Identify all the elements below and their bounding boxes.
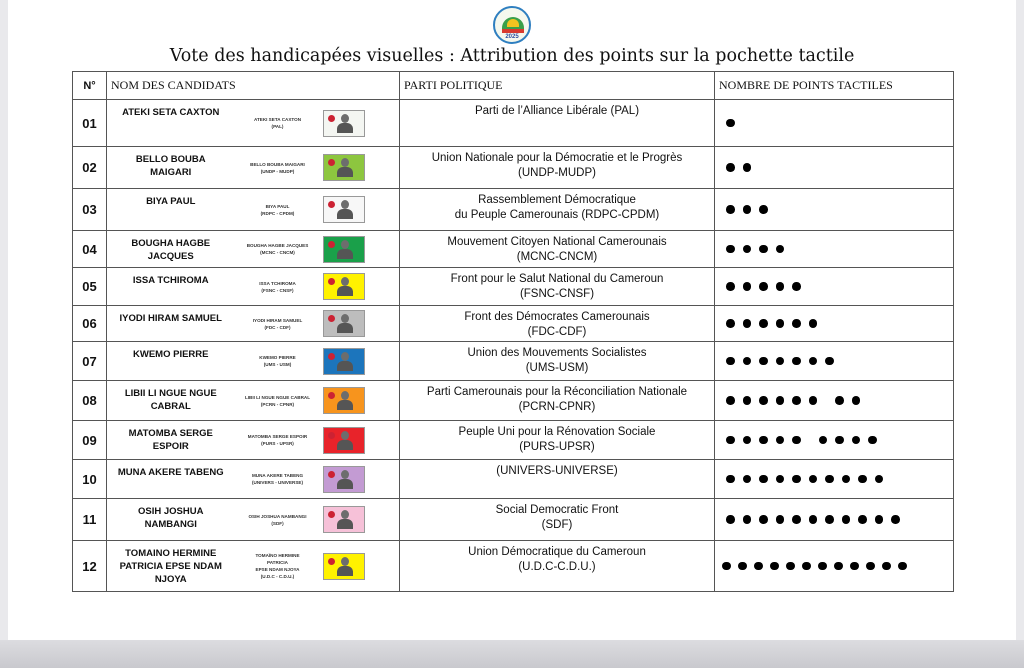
tactile-dot bbox=[792, 319, 801, 328]
tactile-dot bbox=[802, 562, 811, 571]
ballot-card-thumbnail bbox=[323, 236, 365, 263]
candidate-name: MUNA AKERE TABENG bbox=[107, 460, 235, 499]
ballot-card-cell bbox=[235, 268, 400, 306]
tactile-dot bbox=[726, 436, 735, 445]
tactile-dot bbox=[759, 245, 768, 254]
tactile-points-cell bbox=[715, 231, 954, 268]
tactile-dot bbox=[858, 475, 867, 484]
tactile-dot bbox=[743, 205, 752, 214]
candidate-name: BELLO BOUBA MAIGARI bbox=[107, 147, 235, 189]
ballot-card-label: BIYA PAUL (RDPC - CPDM) bbox=[260, 203, 295, 216]
tactile-dot bbox=[776, 319, 785, 328]
tactile-dot bbox=[743, 357, 752, 366]
tactile-points-cell bbox=[715, 421, 954, 460]
tactile-dot bbox=[776, 357, 785, 366]
table-row bbox=[73, 499, 954, 541]
tactile-dot bbox=[759, 205, 768, 214]
candidate-name: BIYA PAUL bbox=[107, 189, 235, 231]
ballot-card-label: IYODI HIRAM SAMUEL (FDC - CDF) bbox=[252, 317, 303, 330]
ballot-card-label: MUNA AKERE TABENG (UNIVERS - UNIVERSE) bbox=[251, 473, 304, 485]
tactile-dot bbox=[776, 515, 785, 524]
tactile-dot bbox=[792, 436, 801, 445]
ballot-card-cell bbox=[235, 499, 400, 541]
row-number: 12 bbox=[73, 541, 107, 592]
ballot-card-thumbnail bbox=[323, 506, 365, 533]
tactile-points-cell bbox=[715, 147, 954, 189]
tactile-dot bbox=[809, 396, 818, 405]
row-number: 01 bbox=[73, 100, 107, 147]
tactile-dot bbox=[842, 475, 851, 484]
table-row bbox=[73, 381, 954, 421]
ballot-card-cell bbox=[235, 460, 400, 499]
tactile-points-cell bbox=[715, 499, 954, 541]
party-name: Peuple Uni pour la Rénovation Sociale (PURS-UPSR) bbox=[400, 421, 715, 460]
candidate-name: LIBII LI NGUE NGUE CABRAL bbox=[107, 381, 235, 421]
ballot-card-label: OSIH JOSHUA NAMBANGI (SDF) bbox=[248, 513, 307, 526]
tactile-dot bbox=[726, 282, 735, 291]
tactile-dot bbox=[738, 562, 747, 571]
tactile-dot bbox=[743, 436, 752, 445]
ballot-card-cell bbox=[235, 147, 400, 189]
ballot-card-thumbnail bbox=[323, 310, 365, 337]
party-name: Front pour le Salut National du Cameroun (FSNC-CNSF) bbox=[400, 268, 715, 306]
candidate-name: IYODI HIRAM SAMUEL bbox=[107, 306, 235, 342]
tactile-dot bbox=[891, 515, 900, 524]
tactile-dot bbox=[792, 282, 801, 291]
header-num: N° bbox=[73, 72, 107, 100]
table-row bbox=[73, 189, 954, 231]
tactile-points-cell bbox=[715, 306, 954, 342]
tactile-dot bbox=[858, 515, 867, 524]
tactile-dot bbox=[835, 436, 844, 445]
tactile-dot bbox=[792, 475, 801, 484]
ballot-card-label: MATOMBA SERGE ESPOIR (PURS - UPSR) bbox=[247, 434, 308, 446]
tactile-dot bbox=[726, 163, 735, 172]
tactile-dot bbox=[743, 475, 752, 484]
table-row bbox=[73, 100, 954, 147]
tactile-dot bbox=[776, 475, 785, 484]
tactile-dot bbox=[835, 396, 844, 405]
candidate-name: ISSA TCHIROMA bbox=[107, 268, 235, 306]
tactile-dot bbox=[786, 562, 795, 571]
row-number: 02 bbox=[73, 147, 107, 189]
table-row bbox=[73, 231, 954, 268]
document-title: Vote des handicapées visuelles : Attribution des points sur la pochette tactile bbox=[169, 46, 855, 66]
table-row bbox=[73, 147, 954, 189]
tactile-dot bbox=[866, 562, 875, 571]
tactile-points-cell bbox=[715, 189, 954, 231]
row-number: 07 bbox=[73, 342, 107, 381]
party-name: Parti Camerounais pour la Réconciliation Nationale (PCRN-CPNR) bbox=[400, 381, 715, 421]
ballot-card-label: ATEKI SETA CAXTON (PAL) bbox=[253, 117, 302, 129]
tactile-dot bbox=[726, 119, 735, 128]
ballot-card-thumbnail bbox=[323, 110, 365, 137]
tactile-dot bbox=[882, 562, 891, 571]
candidate-name: KWEMO PIERRE bbox=[107, 342, 235, 381]
tactile-dot bbox=[722, 562, 731, 571]
ballot-card-cell bbox=[235, 421, 400, 460]
tactile-dot bbox=[809, 357, 818, 366]
ballot-card-label: LIBII LI NGUE NGUE CABRAL (PCRN - CPNR) bbox=[244, 394, 311, 407]
ballot-card-cell bbox=[235, 306, 400, 342]
tactile-dot bbox=[776, 436, 785, 445]
ballot-card-label: TOMAÏNO HERMINE PATRICIA EPSE NDAM NJOYA (U.D.C - C.D.U.) bbox=[255, 553, 300, 579]
header-points: NOMBRE DE POINTS TACTILES bbox=[715, 72, 954, 100]
tactile-points-cell bbox=[715, 342, 954, 381]
ballot-card-cell bbox=[235, 342, 400, 381]
tactile-dot bbox=[868, 436, 877, 445]
party-name: Front des Démocrates Camerounais (FDC-CDF) bbox=[400, 306, 715, 342]
party-name: Rassemblement Démocratique du Peuple Camerounais (RDPC-CPDM) bbox=[400, 189, 715, 231]
party-name: Union des Mouvements Socialistes (UMS-USM) bbox=[400, 342, 715, 381]
ballot-card-label: BELLO BOUBA MAIGARI (UNDP - MUDP) bbox=[250, 161, 305, 174]
party-name: Social Democratic Front (SDF) bbox=[400, 499, 715, 541]
tactile-points-cell bbox=[715, 100, 954, 147]
tactile-dot bbox=[792, 357, 801, 366]
tactile-dot bbox=[726, 205, 735, 214]
tactile-dot bbox=[743, 396, 752, 405]
table-row bbox=[73, 421, 954, 460]
ballot-card-cell bbox=[235, 189, 400, 231]
ballot-card-cell bbox=[235, 231, 400, 268]
header-party: PARTI POLITIQUE bbox=[400, 72, 715, 100]
logo-year: 2025 bbox=[505, 34, 519, 40]
tactile-dot bbox=[852, 396, 861, 405]
viewer-bottom-shade bbox=[0, 640, 1024, 668]
tactile-dot bbox=[825, 475, 834, 484]
row-number: 06 bbox=[73, 306, 107, 342]
tactile-dot bbox=[726, 515, 735, 524]
row-number: 11 bbox=[73, 499, 107, 541]
tactile-dot bbox=[834, 562, 843, 571]
tactile-dot bbox=[809, 319, 818, 328]
header-candidates: NOM DES CANDIDATS bbox=[107, 72, 400, 100]
ballot-card-cell bbox=[235, 541, 400, 592]
tactile-dot bbox=[792, 396, 801, 405]
tactile-dot bbox=[743, 163, 752, 172]
tactile-dot bbox=[776, 396, 785, 405]
tactile-dot bbox=[759, 357, 768, 366]
party-name: Union Nationale pour la Démocratie et le Progrès (UNDP-MUDP) bbox=[400, 147, 715, 189]
row-number: 10 bbox=[73, 460, 107, 499]
tactile-dot bbox=[850, 562, 859, 571]
table-body bbox=[73, 100, 954, 592]
tactile-points-cell bbox=[715, 541, 954, 592]
tactile-dot bbox=[852, 436, 861, 445]
tactile-dot bbox=[743, 515, 752, 524]
ballot-card-label: KWEMO PIERRE (UMS - USM) bbox=[259, 355, 296, 367]
ballot-card-thumbnail bbox=[323, 427, 365, 454]
tactile-dot bbox=[875, 475, 884, 484]
tactile-dot bbox=[726, 475, 735, 484]
tactile-dot bbox=[726, 245, 735, 254]
ballot-card-thumbnail bbox=[323, 553, 365, 580]
ballot-card-thumbnail bbox=[323, 348, 365, 375]
tactile-dot bbox=[759, 515, 768, 524]
ballot-card-thumbnail bbox=[323, 466, 365, 493]
table-row bbox=[73, 306, 954, 342]
tactile-dot bbox=[825, 515, 834, 524]
table-row bbox=[73, 541, 954, 592]
tactile-dot bbox=[759, 282, 768, 291]
row-number: 09 bbox=[73, 421, 107, 460]
tactile-dot bbox=[770, 562, 779, 571]
row-number: 08 bbox=[73, 381, 107, 421]
candidate-name: OSIH JOSHUA NAMBANGI bbox=[107, 499, 235, 541]
table-row bbox=[73, 460, 954, 499]
tactile-dot bbox=[759, 319, 768, 328]
candidate-name: BOUGHA HAGBE JACQUES bbox=[107, 231, 235, 268]
ballot-card-label: BOUGHA HAGBE JACQUES (MCNC - CNCM) bbox=[246, 243, 309, 255]
tactile-dot bbox=[818, 562, 827, 571]
tactile-points-cell bbox=[715, 381, 954, 421]
tactile-dot bbox=[754, 562, 763, 571]
tactile-dot bbox=[759, 396, 768, 405]
tactile-dot bbox=[898, 562, 907, 571]
tactile-dot bbox=[726, 357, 735, 366]
ballot-card-cell bbox=[235, 381, 400, 421]
party-name: Parti de l’Alliance Libérale (PAL) bbox=[400, 100, 715, 147]
ballot-card-thumbnail bbox=[323, 196, 365, 223]
tactile-dot bbox=[809, 475, 818, 484]
tactile-dot bbox=[743, 319, 752, 328]
ballot-card-thumbnail bbox=[323, 387, 365, 414]
tactile-dot bbox=[809, 515, 818, 524]
tactile-dot bbox=[759, 436, 768, 445]
tactile-points-cell bbox=[715, 268, 954, 306]
row-number: 05 bbox=[73, 268, 107, 306]
ballot-card-label: ISSA TCHIROMA (FSNC - CNSF) bbox=[259, 280, 296, 293]
ballot-card-thumbnail bbox=[323, 154, 365, 181]
party-name: Mouvement Citoyen National Camerounais (MCNC-CNCM) bbox=[400, 231, 715, 268]
candidate-name: ATEKI SETA CAXTON bbox=[107, 100, 235, 147]
tactile-dot bbox=[759, 475, 768, 484]
party-name: (UNIVERS-UNIVERSE) bbox=[400, 460, 715, 499]
ballot-card-thumbnail bbox=[323, 273, 365, 300]
tactile-dot bbox=[776, 245, 785, 254]
tactile-points-cell bbox=[715, 460, 954, 499]
candidates-table bbox=[72, 71, 954, 592]
ballot-card-cell bbox=[235, 100, 400, 147]
tactile-dot bbox=[875, 515, 884, 524]
row-number: 03 bbox=[73, 189, 107, 231]
table-row bbox=[73, 342, 954, 381]
tactile-dot bbox=[842, 515, 851, 524]
party-name: Union Démocratique du Cameroun (U.D.C-C.D.U.) bbox=[400, 541, 715, 592]
tactile-dot bbox=[776, 282, 785, 291]
table-row bbox=[73, 268, 954, 306]
tactile-dot bbox=[792, 515, 801, 524]
table-header-row bbox=[73, 72, 954, 100]
tactile-dot bbox=[819, 436, 828, 445]
tactile-dot bbox=[743, 282, 752, 291]
row-number: 04 bbox=[73, 231, 107, 268]
candidate-name: TOMAINO HERMINE PATRICIA EPSE NDAM NJOYA bbox=[107, 541, 235, 592]
tactile-dot bbox=[726, 396, 735, 405]
tactile-dot bbox=[743, 245, 752, 254]
candidate-name: MATOMBA SERGE ESPOIR bbox=[107, 421, 235, 460]
elecam-logo bbox=[493, 6, 531, 44]
tactile-dot bbox=[726, 319, 735, 328]
tactile-dot bbox=[825, 357, 834, 366]
